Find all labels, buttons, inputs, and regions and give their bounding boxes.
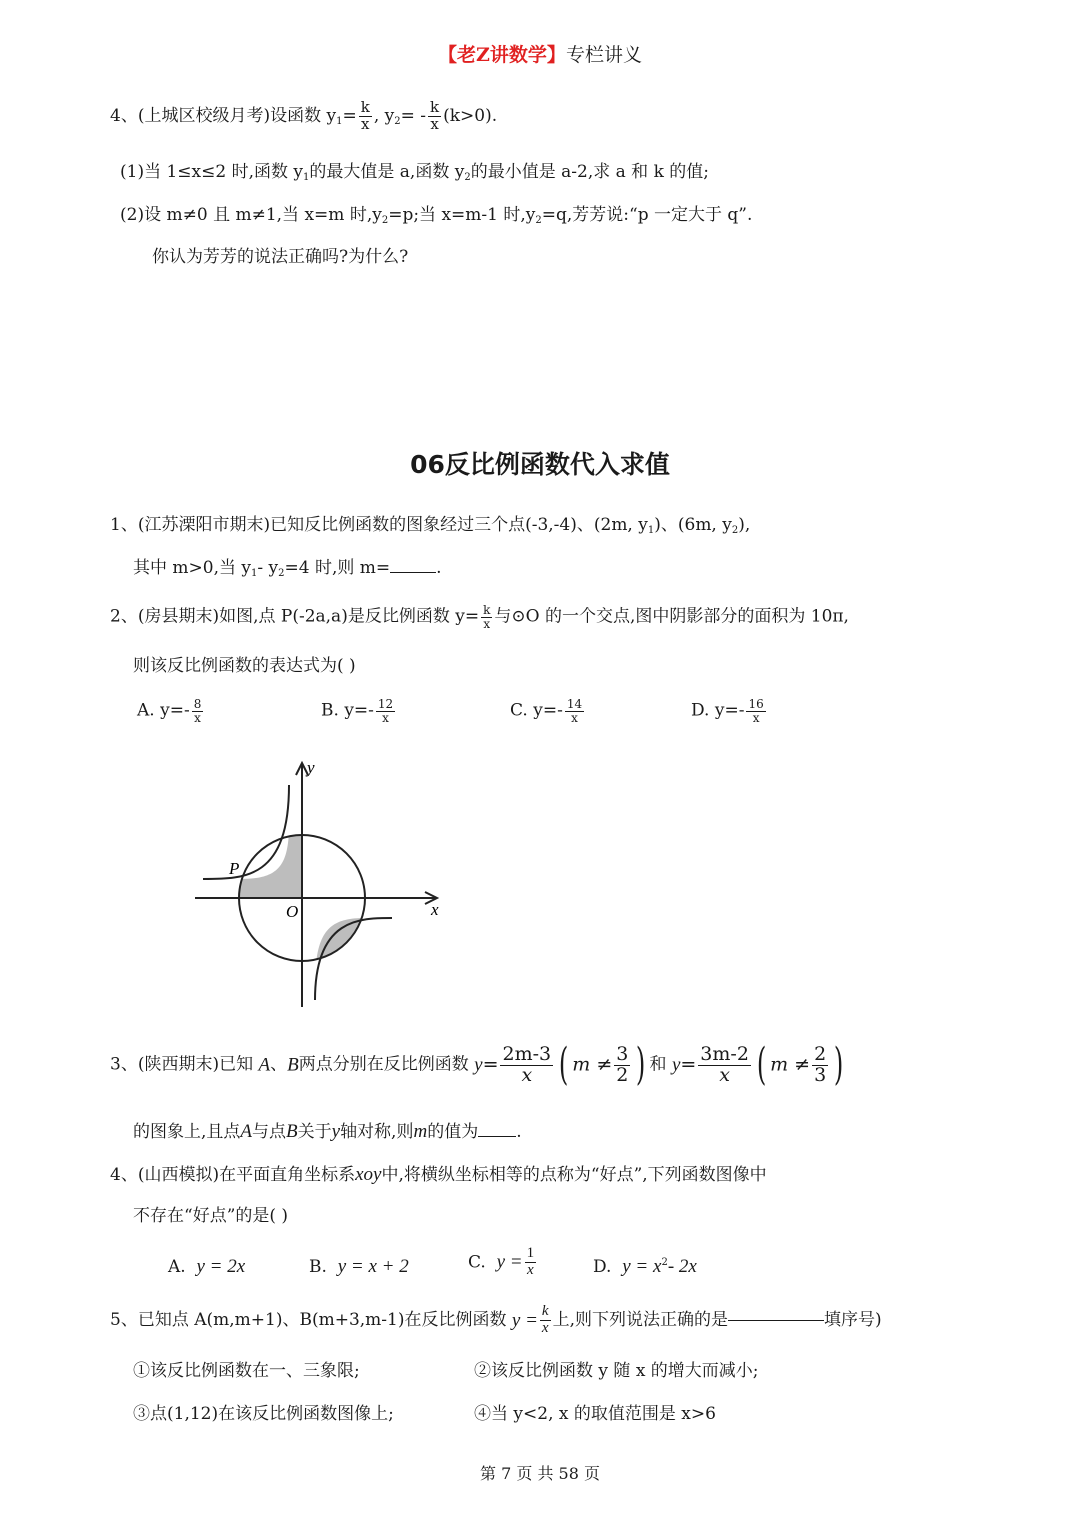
page-header	[0, 46, 1080, 65]
q4-prev-frac1	[359, 100, 372, 133]
q4-prev-part2-a: (2)设 m≠0 且 m≠1,当 x=m 时,y	[120, 205, 382, 225]
y-axis-label: y	[307, 758, 315, 777]
q1-c: ),	[738, 515, 751, 535]
q4-xoy: xoy	[355, 1164, 382, 1185]
q2-question: 则该反比例函数的表达式为( )	[133, 656, 356, 676]
q4-prev-part2	[120, 207, 752, 224]
q1-f: =4 时,则 m=	[284, 558, 391, 578]
q3-stem: 3、(陕西期末)已知 A、B两点分别在反比例函数 y= $\frac{2m-3}{x}$ ( m ≠ $\frac{3}{2}$ ) 和 y= $\frac{3m-2}{x}$ ( m ≠ $\frac{2}{3}$ )	[110, 1039, 844, 1090]
q4-question: 不存在“好点”的是( )	[133, 1206, 289, 1226]
q4-prev-frac1-num: k	[360, 98, 370, 116]
q2-frac	[481, 604, 492, 630]
x-axis-label: x	[431, 900, 439, 919]
q4-prev-part2-b: =p;当 x=m-1 时,y	[388, 205, 536, 225]
q4-prev-part2-c: =q,芳芳说:“p 一定大于 q”.	[541, 205, 753, 225]
q1-sub3: 1	[251, 568, 258, 579]
q4-option-a[interactable]: A. y = 2x	[168, 1256, 246, 1277]
q2-option-b[interactable]: B. y=- $\frac{12}{x}$	[321, 697, 394, 725]
q4-prev-frac2-den: x	[430, 114, 439, 133]
q2-option-d[interactable]: D. y=- $\frac{16}{x}$	[691, 697, 764, 725]
q1-g: .	[436, 558, 442, 578]
q4-prev-eq2: = -	[400, 105, 427, 126]
origin-label: O	[286, 902, 299, 921]
section-title: 06反比例函数代入求值	[410, 450, 670, 479]
q4-prev-frac1-den: x	[361, 114, 370, 133]
q5-frac: $\frac{k}{x}$	[541, 1303, 549, 1336]
q4-prev-part1-sub2: 2	[464, 172, 471, 183]
q2-a: 2、(房县期末)如图,点 P(-2a,a)是反比例函数 y=	[110, 606, 480, 627]
q3-func2: $\frac{3m-2}{x}$	[700, 1042, 749, 1086]
q2-figure	[185, 755, 450, 1015]
q2-b: 与⊙O 的一个交点,图中阴影部分的面积为 10π,	[494, 606, 849, 627]
q4-prev-part1-a: (1)当 1≤x≤2 时,函数 y	[120, 162, 304, 182]
header-brand: 老Z讲数学	[457, 44, 547, 66]
q2-option-c[interactable]: C. y=- $\frac{14}{x}$	[510, 697, 583, 725]
q4-prev-part2-sub2a: 2	[381, 215, 389, 226]
q1-sub4: 2	[278, 568, 285, 579]
q4-prev-tail: (k>0).	[443, 105, 498, 126]
hyperbola-branch-upper-left	[203, 785, 289, 879]
page-footer: 第 7 页 共 58 页	[480, 1464, 600, 1483]
q4-prev-part2-sub2b: 2	[535, 215, 542, 226]
q4-option-c[interactable]: C. y = $\frac{1}{x}$	[468, 1245, 535, 1278]
q4-prev-lead: 4、(上城区校级月考)设函数 y	[110, 105, 337, 126]
q1-condition	[133, 560, 442, 577]
q2-stem	[110, 604, 849, 630]
q4-prev-stem	[110, 100, 497, 133]
q2-option-a[interactable]: A. y=- $\frac{8}{x}$	[137, 697, 202, 725]
q1-stem	[110, 517, 750, 534]
q4-stem: 4、(山西模拟)在平面直角坐标系xoy中,将横纵坐标相等的点称为“好点”,下列函数图像中	[110, 1164, 767, 1185]
q3-question: 的图象上,且点A与点B关于y轴对称,则m的值为 .	[133, 1121, 522, 1142]
header-open-bracket: 【	[438, 44, 458, 66]
q1-e: - y	[257, 558, 279, 578]
q1-answer-blank[interactable]	[390, 571, 436, 573]
q3-point-b: B	[287, 1054, 299, 1076]
q1-b: )、(6m, y	[654, 515, 732, 535]
q4-prev-part1-b: 的最大值是 a,函数 y	[309, 162, 465, 182]
q4-option-d[interactable]: D. $y = x^2-$ 2x	[593, 1256, 697, 1277]
q4-prev-part2-question: 你认为芳芳的说法正确吗?为什么?	[152, 247, 409, 267]
q5-statement-2: ②该反比例函数 y 随 x 的增大而减小;	[474, 1361, 759, 1381]
q3-axis-y: y	[331, 1121, 341, 1142]
q1-sub1: 1	[647, 525, 655, 536]
q1-d: 其中 m>0,当 y	[133, 558, 251, 578]
q3-point-a: A	[258, 1054, 271, 1076]
q5-stem: 5、已知点 A(m,m+1)、B(m+3,m-1)在反比例函数 y = $\frac{k}{x}$ 上,则下列说法正确的是 填序号)	[110, 1303, 882, 1336]
q3-func1: $\frac{2m-3}{x}$	[502, 1042, 552, 1086]
q4-prev-part1-sub1: 1	[303, 172, 310, 183]
q5-statement-3: ③点(1,12)在该反比例函数图像上;	[133, 1404, 394, 1424]
q2-frac-num: k	[483, 603, 491, 617]
header-suffix: 专栏讲义	[565, 44, 642, 66]
q4-prev-frac2	[428, 100, 441, 133]
q1-a: 1、(江苏溧阳市期末)已知反比例函数的图象经过三个点(-3,-4)、(2m, y	[110, 515, 648, 535]
q5-answer-blank[interactable]	[728, 1319, 824, 1321]
q4-prev-mid: , y	[373, 105, 395, 126]
q4-option-b[interactable]: B. y = x + 2	[309, 1256, 409, 1277]
q4-prev-sub2: 2	[394, 115, 401, 127]
q5-statement-1: ①该反比例函数在一、三象限;	[133, 1361, 360, 1381]
q4-prev-eq1: =	[342, 105, 357, 126]
point-p-label: P	[229, 859, 240, 878]
header-close-bracket: 】	[546, 44, 566, 66]
q1-sub2: 2	[731, 525, 739, 536]
q4-prev-part1-c: 的最小值是 a-2,求 a 和 k 的值;	[470, 162, 710, 182]
q2-frac-den: x	[483, 616, 491, 631]
q4-prev-frac2-num: k	[430, 98, 440, 116]
q3-answer-blank[interactable]	[478, 1135, 516, 1137]
q4-prev-part1	[120, 164, 709, 181]
q4-prev-sub1: 1	[336, 115, 343, 127]
q5-statement-4: ④当 y<2, x 的取值范围是 x>6	[474, 1404, 716, 1424]
